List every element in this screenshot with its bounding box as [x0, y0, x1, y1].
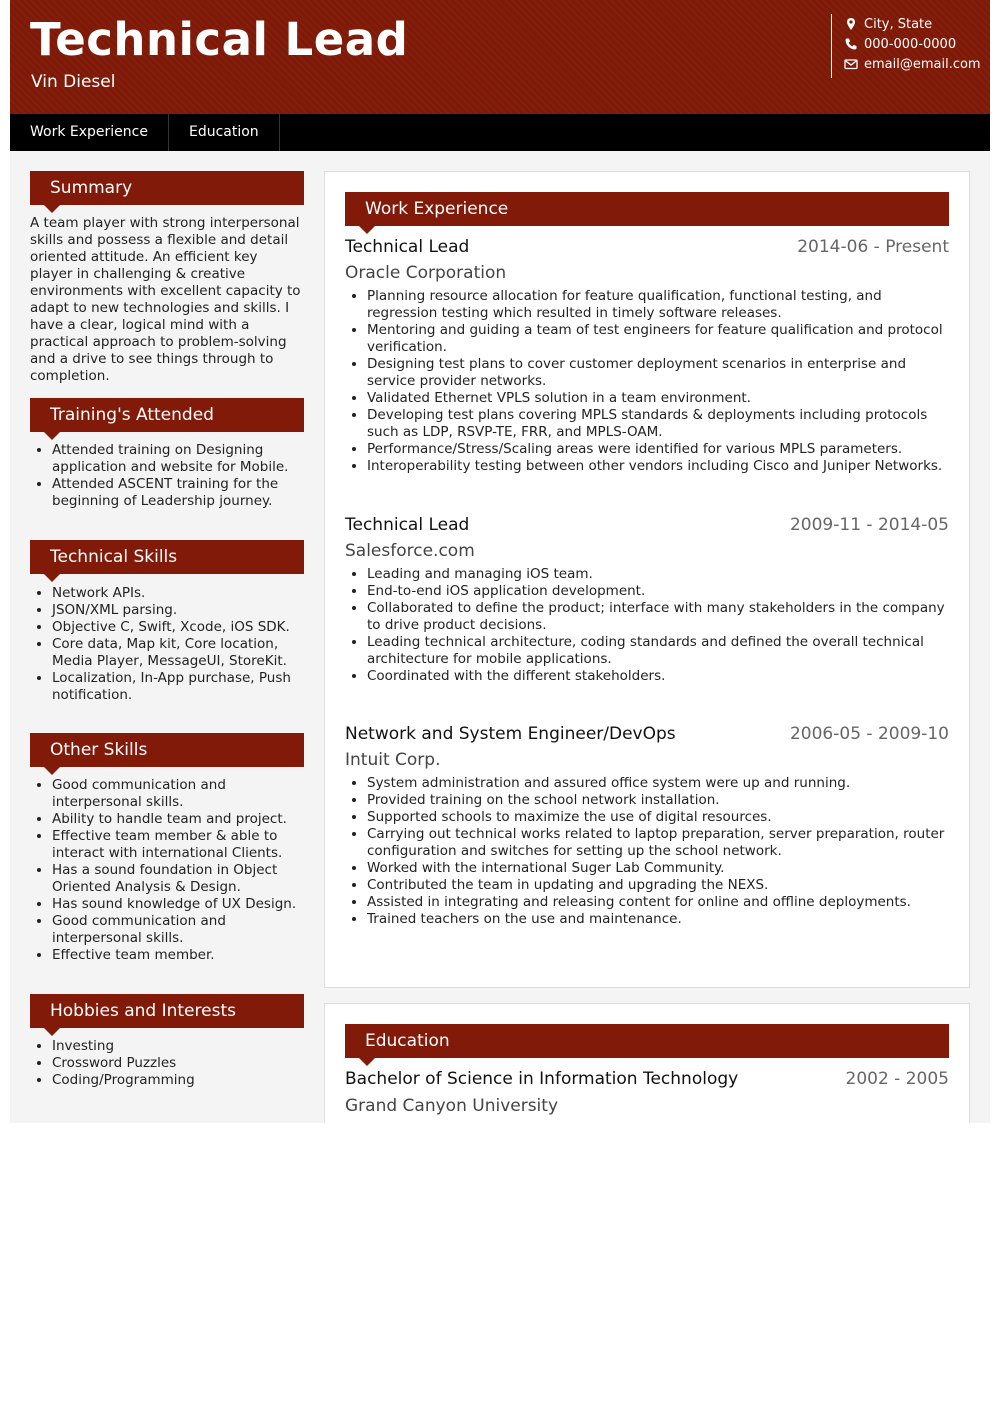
resume-header — [10, 0, 990, 114]
hobbies-list — [30, 1038, 304, 1089]
list-item: • Network APIs. — [52, 585, 304, 602]
job-title: Technical Lead — [345, 237, 470, 257]
job-entry — [345, 235, 949, 475]
contact-info — [831, 14, 981, 78]
list-item: • Ability to handle team and project. — [52, 811, 304, 828]
list-item: • Interoperability testing between other vendors including Cisco and Juniper Networks. — [367, 458, 949, 475]
training-heading: Training's Attended — [30, 398, 304, 432]
job-company: Salesforce.com — [345, 541, 475, 561]
list-item: • Mentoring and guiding a team of test engineers for feature qualification and protocol verification. — [367, 322, 949, 356]
list-item: • Worked with the international Suger Lab Community. — [367, 860, 949, 877]
list-item: • Trained teachers on the use and maintenance. — [367, 911, 949, 928]
technical-skills-list — [30, 585, 304, 704]
list-item: • Objective C, Swift, Xcode, iOS SDK. — [52, 619, 304, 636]
list-item: • Investing — [52, 1038, 304, 1055]
job-bullets — [345, 288, 949, 475]
list-item: • Attended ASCENT training for the beginning of Leadership journey. — [52, 476, 304, 510]
list-item: • Coding/Programming — [52, 1072, 304, 1089]
job-entry — [345, 722, 949, 928]
list-item: • Leading technical architecture, coding standards and defined the overall technical architecture for mobile applications. — [367, 634, 949, 668]
list-item: • Coordinated with the different stakeholders. — [367, 668, 949, 685]
education-dates: 2002 - 2005 — [845, 1069, 949, 1089]
list-item: • Validated Ethernet VPLS solution in a team environment. — [367, 390, 949, 407]
summary-section — [30, 171, 304, 385]
summary-text: A team player with strong interpersonal skills and possess a flexible and detail oriented attitude. An efficient key player in challenging & creative environments with excellent capacity to adapt to new technologies and skills. I have a clear, logical mind with a practical approach to problem-solving and a drive to see things through to completion. — [30, 215, 301, 384]
training-list — [30, 442, 304, 510]
list-item: • Performance/Stress/Scaling areas were identified for various MPLS parameters. — [367, 441, 949, 458]
education-card — [324, 1003, 970, 1123]
other-skills-list — [30, 777, 304, 964]
list-item: • JSON/XML parsing. — [52, 602, 304, 619]
list-item: • Attended training on Designing application and website for Mobile. — [52, 442, 304, 476]
tab-work-experience[interactable]: Work Experience — [10, 114, 169, 151]
list-item: • Developing test plans covering MPLS standards & deployments including protocols such as LDP, RSVP-TE, FRR, and MPLS-OAM. — [367, 407, 949, 441]
list-item: • System administration and assured office system were up and running. — [367, 775, 949, 792]
school-name: Grand Canyon University — [345, 1096, 559, 1116]
job-title: Network and System Engineer/DevOps — [345, 724, 676, 744]
list-item: • End-to-end iOS application development. — [367, 583, 949, 600]
list-item: • Provided training on the school network installation. — [367, 792, 949, 809]
job-dates: 2014-06 - Present — [797, 237, 949, 257]
list-item: • Supported schools to maximize the use of digital resources. — [367, 809, 949, 826]
list-item: • Effective team member & able to interact with international Clients. — [52, 828, 304, 862]
list-item: • Carrying out technical works related to laptop preparation, server preparation, router configuration and switches for setting up the school network. — [367, 826, 949, 860]
work-experience-heading: Work Experience — [345, 192, 949, 226]
section-nav — [10, 114, 990, 151]
list-item: • Assisted in integrating and releasing content for online and offline deployments. — [367, 894, 949, 911]
contact-email — [844, 54, 981, 74]
contact-email-text[interactable]: email@email.com — [864, 56, 981, 72]
list-item: • Localization, In-App purchase, Push notification. — [52, 670, 304, 704]
list-item: • Good communication and interpersonal skills. — [52, 777, 304, 811]
list-item: • Good communication and interpersonal skills. — [52, 913, 304, 947]
summary-heading: Summary — [30, 171, 304, 205]
list-item: • Planning resource allocation for feature qualification, functional testing, and regression testing which resulted in timely software releases. — [367, 288, 949, 322]
degree-title: Bachelor of Science in Information Technology — [345, 1069, 739, 1089]
job-bullets — [345, 566, 949, 685]
job-company: Intuit Corp. — [345, 750, 441, 770]
list-item: • Crossword Puzzles — [52, 1055, 304, 1072]
list-item: • Has sound knowledge of UX Design. — [52, 896, 304, 913]
other-skills-section — [30, 733, 304, 964]
page-title: Technical Lead — [30, 13, 409, 66]
list-item: • Has a sound foundation in Object Oriented Analysis & Design. — [52, 862, 304, 896]
list-item: • Designing test plans to cover customer deployment scenarios in enterprise and service provider networks. — [367, 356, 949, 390]
envelope-icon — [844, 57, 858, 71]
job-dates: 2006-05 - 2009-10 — [789, 724, 949, 744]
education-heading: Education — [345, 1024, 949, 1058]
candidate-name: Vin Diesel — [31, 72, 116, 92]
training-section — [30, 398, 304, 510]
contact-location — [844, 14, 981, 34]
list-item: • Effective team member. — [52, 947, 304, 964]
list-item: • Core data, Map kit, Core location, Media Player, MessageUI, StoreKit. — [52, 636, 304, 670]
technical-skills-heading: Technical Skills — [30, 540, 304, 574]
contact-phone — [844, 34, 981, 54]
resume-page — [10, 0, 990, 1123]
hobbies-section — [30, 994, 304, 1089]
job-company: Oracle Corporation — [345, 263, 507, 283]
other-skills-heading: Other Skills — [30, 733, 304, 767]
contact-phone-text: 000-000-0000 — [864, 36, 957, 52]
technical-skills-section — [30, 540, 304, 704]
job-dates: 2009-11 - 2014-05 — [789, 515, 949, 535]
map-pin-icon — [844, 17, 858, 31]
education-entry — [345, 1067, 949, 1118]
list-item: • Collaborated to define the product; interface with many stakeholders in the company to drive product decisions. — [367, 600, 949, 634]
hobbies-heading: Hobbies and Interests — [30, 994, 304, 1028]
contact-location-text: City, State — [864, 16, 933, 32]
work-experience-card — [324, 171, 970, 988]
list-item: • Leading and managing iOS team. — [367, 566, 949, 583]
job-title: Technical Lead — [345, 515, 470, 535]
list-item: • Contributed the team in updating and upgrading the NEXS. — [367, 877, 949, 894]
tab-education[interactable]: Education — [169, 114, 280, 151]
job-entry — [345, 513, 949, 685]
phone-icon — [844, 37, 858, 51]
job-bullets — [345, 775, 949, 928]
